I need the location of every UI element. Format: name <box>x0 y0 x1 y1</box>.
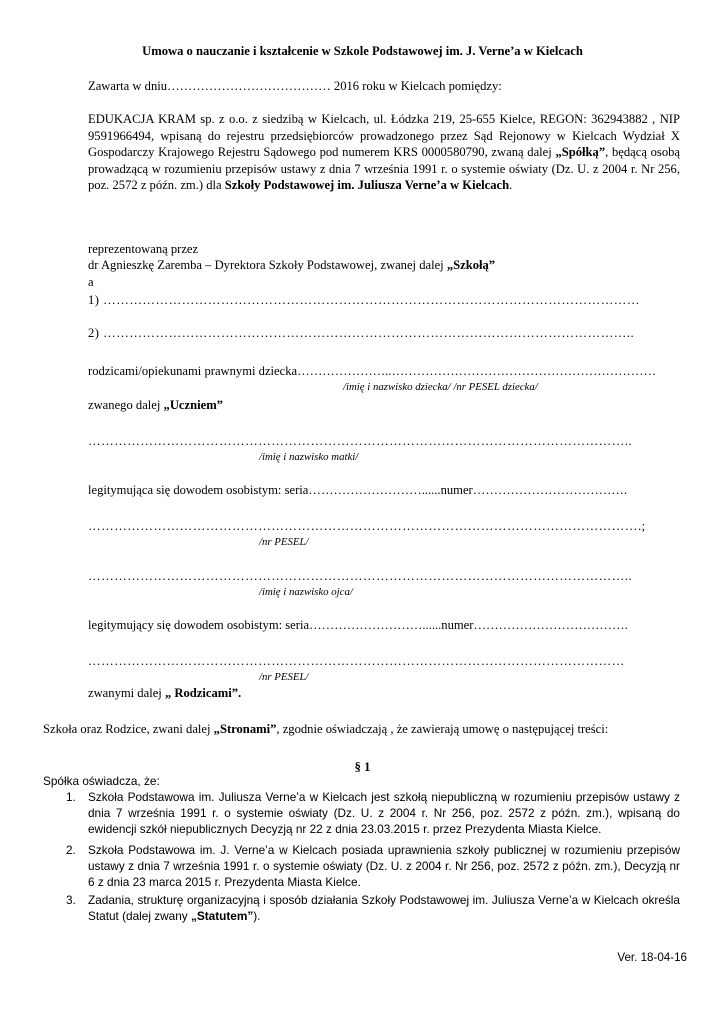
list-item <box>66 843 680 890</box>
party-text-1: EDUKACJA KRAM sp. z o.o. z siedzibą w Kielcach, ul. Łódzka 219, 25-655 Kielce, REGON: 362943882 , NIP 9591966494, wpisaną do rejestru przedsiębiorców prowadzonego przez Sąd Rejonowy w Kielcach Wydział X Gospodarczy Krajowego Rejestru Sądowego pod numerem KRS 0000580790, zwaną dalej <box>88 112 680 160</box>
list-item-text: Szkoła Podstawowa im. Juliusza Verne’a w Kielcach jest szkołą niepubliczną w rozumieniu przepisów ustawy z dnia 7 września 1991 r. o systemie oświaty (Dz. U. z 2004 r. Nr 256, poz. 2572 z późn. zm.), wpisaną do ewidencji szkół niepublicznych Decyzją nr 22 z dnia 23.03.2015 r. przez Prezydenta Miasta Kielce. <box>88 790 680 836</box>
director-text: dr Agnieszkę Zaremba – Dyrektora Szkoły Podstawowej, zwanej dalej <box>88 258 447 272</box>
parents-text: zwanymi dalej <box>88 686 165 700</box>
child-field[interactable]: rodzicami/opiekunami prawnymi dziecka…………………..……………………………………………………… <box>88 364 657 378</box>
parents-line <box>88 686 241 701</box>
director-line <box>88 258 495 273</box>
party-school: Szkoły Podstawowej im. Juliusza Verne’a w Kielcach <box>224 178 510 193</box>
list-item-bold: „Statutem” <box>190 908 254 923</box>
mother-pesel-caption: /nr PESEL/ <box>259 536 309 548</box>
child-caption: /imię i nazwisko dziecka/ /nr PESEL dziecka/ <box>343 381 538 393</box>
list-item <box>66 790 680 837</box>
father-pesel-caption: /nr PESEL/ <box>259 671 309 683</box>
list-item-number: 1. <box>66 790 76 804</box>
mother-id-field[interactable]: legitymująca się dowodem osobistym: seria………………………......numer………………………………. <box>88 483 628 497</box>
document-title: Umowa o nauczanie i kształcenie w Szkole Podstawowej im. J. Verne’a w Kielcach <box>142 44 583 58</box>
list-item-number: 3. <box>66 893 76 907</box>
party-description <box>88 111 680 194</box>
party-text-3: . <box>509 178 513 193</box>
father-pesel-field[interactable]: …………………………………………………………………………………………………………… <box>88 654 625 668</box>
student-line <box>88 398 223 413</box>
parties-text-2: , zgodnie oświadczają , że zawierają umowę o następującej treści: <box>276 722 609 736</box>
father-caption: /imię i nazwisko ojca/ <box>259 586 353 598</box>
represented-by: reprezentowaną przez <box>88 242 199 256</box>
parties-bold: „Stronami” <box>213 722 277 736</box>
company-declares: Spółka oświadcza, że: <box>43 774 160 788</box>
parties-statement <box>43 722 608 737</box>
list-item-text: Zadania, strukturę organizacyjną i sposób działania Szkoły Podstawowej im. Juliusza Verne’a w Kielcach określa Statut (dalej zwany <box>88 893 680 923</box>
list-item-text: Szkoła Podstawowa im. J. Verne’a w Kielcach posiada uprawnienia szkoły publicznej w rozumieniu przepisów ustawy z dnia 7 września 1991 r. o systemie oświaty (Dz. U. z 2004 r. Nr 256, poz. 2572 z późn. zm.), Decyzją nr 6 z dnia 23 marca 2015 r. Prezydenta Miasta Kielce. <box>88 843 680 889</box>
father-name-field[interactable]: …………………………………………………………………………………………………………….. <box>88 569 633 583</box>
student-bold: „Uczniem” <box>163 398 223 412</box>
mother-pesel-field[interactable]: ……………………………………………………………………………………………………………….; <box>88 519 646 533</box>
director-bold: „Szkołą” <box>446 258 496 272</box>
father-id-field[interactable]: legitymujący się dowodem osobistym: seria………………………......numer………………………………. <box>88 618 628 632</box>
parent-1-field[interactable]: 1) …………………………………………………………………………………………………………… <box>88 293 640 307</box>
student-text: zwanego dalej <box>88 398 164 412</box>
mother-caption: /imię i nazwisko matki/ <box>259 451 359 463</box>
party-text-2: , będącą osobą prowadzącą w rozumieniu przepisów ustawy z dnia 7 września 1991 r. o systemie oświaty (Dz. U. z 2004 r. Nr 256, poz. 2572 z późn. zm.) dla <box>88 145 681 193</box>
version-label: Ver. 18-04-16 <box>617 951 687 964</box>
list-item <box>66 893 680 925</box>
parties-text-1: Szkoła oraz Rodzice, zwani dalej <box>43 722 214 736</box>
parents-bold: „ Rodzicami”. <box>164 686 242 700</box>
section-heading: § 1 <box>354 760 371 774</box>
parent-2-field[interactable]: 2) ………………………………………………………………………………………………………….. <box>88 326 635 340</box>
mother-name-field[interactable]: …………………………………………………………………………………………………………….. <box>88 434 633 448</box>
contract-date-line: Zawarta w dniu………………………………… 2016 roku w Kielcach pomiędzy: <box>88 79 502 93</box>
list-item-number: 2. <box>66 843 76 857</box>
party-spolka: „Spółką” <box>555 145 606 160</box>
conjunction-a: a <box>88 275 94 289</box>
list-item-text-end: ). <box>253 908 261 923</box>
